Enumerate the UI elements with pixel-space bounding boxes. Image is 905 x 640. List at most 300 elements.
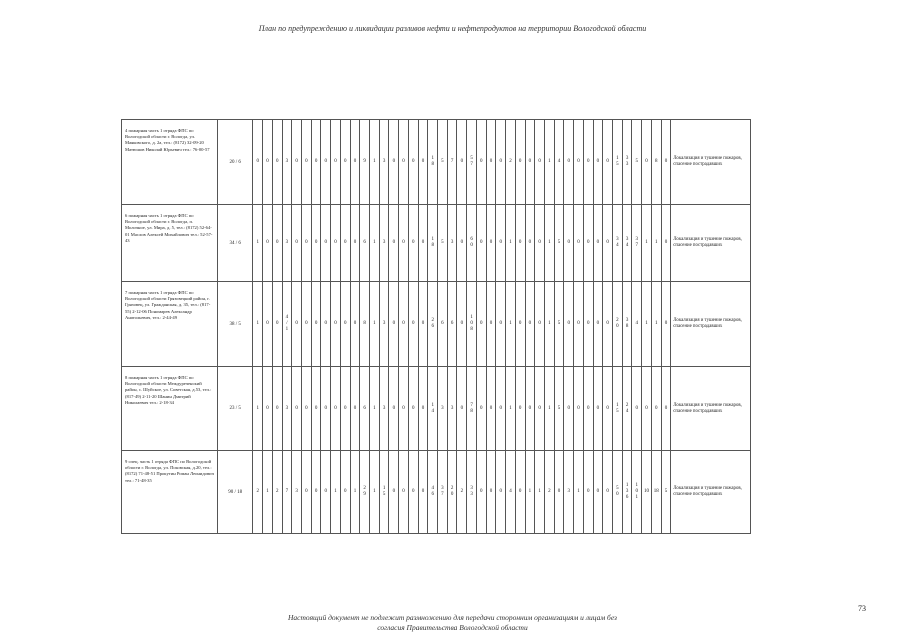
value-cell — [340, 120, 350, 205]
value-text: 0 — [635, 405, 639, 411]
value-cell — [486, 367, 496, 451]
value-text: 0 — [480, 489, 483, 494]
value-text: 3 8 — [625, 318, 629, 329]
value-cell — [263, 282, 273, 367]
value-text: 1 — [654, 321, 658, 326]
value-text: 0 — [392, 405, 396, 411]
value-text: 0 — [412, 489, 415, 494]
value-text: 0 — [295, 240, 298, 245]
value-text: 2 — [509, 159, 512, 164]
value-text: 0 — [314, 240, 318, 245]
value-text: 0 — [460, 240, 464, 245]
organization-cell: 7 пожарная часть 1 отряда ФПС по Вологодской области Грязовецкий район, г. Грязовец, ул. Гражданская, д. 35, тел.: (817-55) 2-12-06 Пономарев Александр Анатольевич, тел.: 2-44-49 — [122, 282, 218, 367]
value-text: 1 — [373, 405, 376, 411]
value-cell — [321, 282, 331, 367]
value-text: 0 — [645, 159, 648, 164]
value-cell — [360, 205, 370, 282]
value-text: 3 — [382, 240, 386, 245]
value-cell — [476, 205, 486, 282]
value-cell — [399, 451, 409, 534]
value-text: 1 5 — [382, 486, 386, 497]
value-text: 0 — [596, 321, 600, 326]
value-cell — [311, 367, 321, 451]
value-text: 1 8 — [431, 156, 434, 167]
value-cell — [603, 451, 613, 534]
value-text: 1 — [353, 489, 357, 494]
value-text: 1 — [334, 489, 337, 494]
value-text: 0 — [567, 240, 570, 245]
table-row — [122, 205, 751, 282]
value-cell — [447, 120, 457, 205]
value-text: 1 — [373, 159, 376, 164]
value-text: 0 — [577, 159, 580, 164]
value-cell — [301, 120, 311, 205]
value-text: 3 — [450, 240, 454, 245]
value-cell — [272, 282, 282, 367]
value-cell — [428, 282, 438, 367]
value-cell — [331, 367, 341, 451]
value-cell — [253, 205, 263, 282]
value-cell — [486, 451, 496, 534]
value-cell — [593, 367, 603, 451]
table-row — [122, 120, 751, 205]
value-text: 1 — [528, 489, 532, 494]
value-text: 0 — [334, 321, 337, 326]
value-cell — [292, 451, 302, 534]
value-text: 0 — [518, 321, 522, 326]
value-text: 10 — [644, 489, 649, 494]
value-cell — [554, 451, 564, 534]
value-cell — [263, 451, 273, 534]
value-cell — [612, 367, 622, 451]
value-cell — [321, 451, 331, 534]
value-cell — [467, 205, 477, 282]
value-text: 0 — [305, 240, 308, 245]
value-text: 0 — [518, 405, 522, 411]
value-cell — [544, 451, 554, 534]
value-text: 1 5 — [616, 402, 619, 414]
value-text: 1 — [266, 489, 269, 494]
value-cell — [467, 451, 477, 534]
value-cell — [651, 120, 661, 205]
value-cell — [321, 367, 331, 451]
value-cell — [496, 282, 506, 367]
value-cell — [282, 367, 292, 451]
value-text: 5 — [664, 489, 668, 494]
value-cell — [661, 367, 671, 451]
value-text: 0 — [275, 240, 279, 245]
value-cell — [282, 282, 292, 367]
value-text: 0 — [392, 159, 396, 164]
value-text: 1 0 1 — [635, 483, 639, 500]
value-text: 1 — [373, 321, 376, 326]
value-cell — [428, 367, 438, 451]
value-text: 0 — [577, 321, 580, 326]
value-cell — [496, 205, 506, 282]
value-text: 0 — [480, 321, 483, 326]
value-cell — [263, 120, 273, 205]
personnel-equipment-cell: 23 / 5 — [218, 367, 253, 451]
value-text: 0 — [324, 321, 328, 326]
value-text: 0 — [518, 240, 522, 245]
value-cell — [447, 367, 457, 451]
value-cell — [651, 282, 661, 367]
action-cell: Локализация и тушение пожаров, спасение пострадавших — [671, 282, 751, 367]
value-text: 0 — [314, 405, 318, 411]
value-cell — [642, 120, 652, 205]
value-text: 0 — [353, 159, 357, 164]
value-text: 7 8 — [470, 402, 473, 414]
value-text: 1 — [373, 240, 376, 245]
value-cell — [651, 367, 661, 451]
value-text: 3 — [441, 405, 444, 411]
value-text: 1 — [256, 240, 259, 245]
value-text: 0 — [538, 405, 541, 411]
value-cell — [350, 120, 360, 205]
value-cell — [340, 205, 350, 282]
value-cell — [340, 282, 350, 367]
value-cell — [622, 282, 632, 367]
value-cell — [457, 205, 467, 282]
value-cell — [301, 367, 311, 451]
value-cell — [438, 205, 448, 282]
value-text: 0 — [343, 489, 347, 494]
value-cell — [642, 367, 652, 451]
value-text: 0 — [528, 321, 532, 326]
personnel-equipment-cell: 20 / 6 — [218, 120, 253, 205]
value-text: 2 — [256, 489, 259, 494]
value-text: 2 — [275, 489, 279, 494]
value-text: 0 — [334, 159, 337, 164]
value-cell — [408, 205, 418, 282]
value-text: 18 — [653, 489, 659, 494]
value-text: 0 — [518, 489, 522, 494]
value-text: 0 — [606, 405, 609, 411]
value-text: 1 — [256, 405, 259, 411]
value-text: 4 — [509, 489, 512, 494]
value-text: 0 — [460, 321, 464, 326]
value-cell — [370, 367, 380, 451]
value-cell — [506, 120, 516, 205]
value-cell — [253, 451, 263, 534]
value-text: 7 — [450, 159, 454, 164]
value-text: 5 — [557, 321, 561, 326]
value-cell — [574, 120, 584, 205]
value-cell — [564, 451, 574, 534]
value-text: 5 — [557, 405, 561, 411]
value-cell — [350, 282, 360, 367]
value-cell — [272, 205, 282, 282]
value-cell — [603, 205, 613, 282]
organization-cell: 8 пожарная часть 1 отряда ФПС по Вологодской области Междуреченский район, с. Шуйское, ул. Советская, д.53, тел.: (817-49) 2-11-20 Шанин Дмитрий Николаевич тел.: 2-18-34 — [122, 367, 218, 451]
value-cell — [593, 120, 603, 205]
value-text: 0 — [421, 159, 425, 164]
value-text: 0 — [334, 405, 337, 411]
value-cell — [370, 205, 380, 282]
value-cell — [593, 451, 603, 534]
value-text: 2 — [460, 489, 464, 494]
value-text: 0 — [266, 405, 269, 411]
value-cell — [428, 205, 438, 282]
table-row — [122, 451, 751, 534]
value-cell — [418, 205, 428, 282]
value-cell — [525, 282, 535, 367]
value-text: 0 — [353, 240, 357, 245]
value-text: 0 — [664, 240, 668, 245]
value-cell — [535, 205, 545, 282]
value-text: 0 — [538, 321, 541, 326]
value-text: 0 — [645, 405, 648, 411]
value-text: 0 — [343, 405, 347, 411]
value-text: 0 — [538, 240, 541, 245]
value-cell — [535, 120, 545, 205]
page-footer — [0, 613, 905, 633]
value-cell — [593, 282, 603, 367]
value-cell — [253, 282, 263, 367]
value-cell — [642, 451, 652, 534]
value-text: 0 — [567, 159, 570, 164]
value-text: 0 — [606, 321, 609, 326]
value-text: 8 — [363, 321, 366, 326]
value-text: 1 — [538, 489, 541, 494]
value-text: 0 — [275, 405, 279, 411]
value-cell — [535, 282, 545, 367]
value-cell — [486, 205, 496, 282]
value-cell — [642, 282, 652, 367]
value-text: 0 — [421, 240, 425, 245]
value-text: 0 — [314, 159, 318, 164]
value-cell — [292, 205, 302, 282]
value-cell — [651, 451, 661, 534]
value-cell — [331, 451, 341, 534]
value-text: 0 — [489, 240, 493, 245]
value-text: 5 — [441, 240, 444, 245]
organization-cell: 6 пожарная часть 1 отряда ФПС по Вологодской области г. Вологда, п. Молочное, ул. Мира, д. 5, тел.: (8172) 52-64-01 Маслов Алексей Михайлович тел.: 52-57-43 — [122, 205, 218, 282]
value-cell — [535, 451, 545, 534]
value-cell — [350, 367, 360, 451]
value-text: 3 — [382, 321, 386, 326]
value-text: 0 — [499, 405, 502, 411]
value-text: 3 — [382, 159, 386, 164]
table-row — [122, 282, 751, 367]
value-text: 0 — [392, 489, 396, 494]
value-text: 2 — [548, 489, 551, 494]
value-cell — [467, 282, 477, 367]
value-cell — [379, 367, 389, 451]
value-text: 3 4 — [625, 237, 629, 248]
value-text: 0 — [324, 489, 328, 494]
value-cell — [292, 282, 302, 367]
value-text: 0 — [499, 240, 502, 245]
value-text: 5 0 — [616, 486, 619, 497]
value-cell — [603, 367, 613, 451]
value-text: 0 — [654, 405, 658, 411]
value-cell — [457, 451, 467, 534]
value-cell — [622, 451, 632, 534]
value-cell — [292, 367, 302, 451]
value-cell — [554, 367, 564, 451]
value-cell — [632, 205, 642, 282]
value-cell — [438, 120, 448, 205]
value-cell — [253, 367, 263, 451]
value-text: 0 — [480, 159, 483, 164]
value-cell — [253, 120, 263, 205]
value-text: 0 — [528, 159, 532, 164]
value-cell — [301, 205, 311, 282]
value-cell — [408, 120, 418, 205]
value-text: 0 — [489, 321, 493, 326]
value-cell — [544, 282, 554, 367]
value-cell — [331, 205, 341, 282]
value-text: 1 — [548, 321, 551, 326]
value-cell — [515, 282, 525, 367]
value-text: 4 — [635, 321, 639, 326]
action-cell: Локализация и тушение пожаров, спасение пострадавших — [671, 367, 751, 451]
value-cell — [476, 367, 486, 451]
value-cell — [564, 120, 574, 205]
value-text: 0 — [305, 159, 308, 164]
value-text: 6 — [363, 240, 366, 245]
value-cell — [263, 367, 273, 451]
value-cell — [457, 367, 467, 451]
value-cell — [370, 451, 380, 534]
value-text: 0 — [489, 405, 493, 411]
value-cell — [632, 282, 642, 367]
value-text: 0 — [596, 489, 600, 494]
value-text: 0 — [305, 489, 308, 494]
value-cell — [301, 451, 311, 534]
value-cell — [593, 205, 603, 282]
value-text: 0 — [518, 159, 522, 164]
value-cell — [515, 367, 525, 451]
value-text: 4 / 1 — [285, 315, 289, 332]
value-text: 5 7 — [470, 156, 473, 167]
value-cell — [418, 451, 428, 534]
value-cell — [622, 205, 632, 282]
value-cell — [651, 205, 661, 282]
value-cell — [496, 451, 506, 534]
value-text: 1 0 8 — [470, 315, 473, 332]
value-text: 3 3 — [470, 486, 473, 497]
value-cell — [642, 205, 652, 282]
value-cell — [564, 367, 574, 451]
value-text: 0 — [499, 321, 502, 326]
value-text: 0 — [557, 489, 561, 494]
value-cell — [476, 451, 486, 534]
value-cell — [447, 451, 457, 534]
value-cell — [486, 120, 496, 205]
value-cell — [272, 451, 282, 534]
value-text: 1 — [548, 405, 551, 411]
value-text: 0 — [460, 405, 464, 411]
personnel-equipment-cell: 34 / 6 — [218, 205, 253, 282]
value-cell — [564, 205, 574, 282]
value-cell — [438, 282, 448, 367]
value-text: 0 — [305, 405, 308, 411]
value-cell — [506, 451, 516, 534]
value-text: 6 — [441, 321, 444, 326]
value-cell — [574, 282, 584, 367]
page-number: 73 — [858, 604, 866, 613]
value-cell — [331, 282, 341, 367]
forces-table — [121, 119, 751, 534]
value-cell — [661, 120, 671, 205]
value-cell — [360, 282, 370, 367]
value-cell — [428, 120, 438, 205]
value-cell — [389, 120, 399, 205]
value-text: 0 — [412, 159, 415, 164]
value-cell — [379, 205, 389, 282]
value-text: 0 — [314, 489, 318, 494]
organization-cell: 4 пожарная часть 1 отряда ФПС по Вологодской области г. Вологда, ул. Маяковского, д. 2а, тел.: (8172) 32-09-20 Матюшов Николай Юрьевич тел.: 76-00-57 — [122, 120, 218, 205]
value-cell — [612, 205, 622, 282]
value-text: 3 4 — [616, 237, 619, 248]
value-cell — [496, 120, 506, 205]
value-cell — [272, 120, 282, 205]
value-text: 0 — [421, 489, 425, 494]
value-cell — [603, 282, 613, 367]
value-cell — [467, 120, 477, 205]
value-text: 0 — [314, 321, 318, 326]
value-text: 0 — [596, 240, 600, 245]
value-text: 0 — [528, 240, 532, 245]
value-text: 0 — [528, 405, 532, 411]
value-text: 0 — [266, 321, 269, 326]
action-cell: Локализация и тушение пожаров, спасение пострадавших — [671, 205, 751, 282]
value-cell — [544, 120, 554, 205]
value-text: 1 — [509, 321, 512, 326]
value-text: 0 — [577, 405, 580, 411]
value-cell — [360, 120, 370, 205]
value-text: 6 0 — [470, 237, 473, 248]
value-cell — [438, 367, 448, 451]
value-cell — [496, 367, 506, 451]
value-cell — [632, 367, 642, 451]
value-cell — [612, 120, 622, 205]
value-cell — [525, 451, 535, 534]
value-text: 1 — [373, 489, 376, 494]
value-text: 0 — [343, 240, 347, 245]
value-text: 5 — [441, 159, 444, 164]
value-cell — [515, 451, 525, 534]
value-cell — [389, 282, 399, 367]
value-cell — [311, 282, 321, 367]
value-text: 9 — [363, 159, 366, 164]
value-text: 0 — [343, 159, 347, 164]
value-text: 0 — [256, 159, 259, 164]
value-cell — [603, 120, 613, 205]
value-cell — [661, 205, 671, 282]
value-text: 0 — [586, 159, 590, 164]
value-cell — [282, 120, 292, 205]
value-cell — [350, 205, 360, 282]
value-cell — [506, 282, 516, 367]
value-text: 1 — [548, 240, 551, 245]
value-cell — [632, 120, 642, 205]
value-cell — [457, 120, 467, 205]
value-text: 1 — [645, 321, 648, 326]
value-text: 5 — [635, 159, 639, 164]
value-cell — [311, 205, 321, 282]
value-cell — [399, 282, 409, 367]
value-cell — [321, 120, 331, 205]
value-text: 0 — [538, 159, 541, 164]
value-text: 0 — [343, 321, 347, 326]
value-text: 0 — [586, 240, 590, 245]
value-text: 4 6 — [431, 486, 434, 497]
value-text: 0 — [392, 321, 396, 326]
value-text: 1 3 6 — [625, 483, 629, 500]
